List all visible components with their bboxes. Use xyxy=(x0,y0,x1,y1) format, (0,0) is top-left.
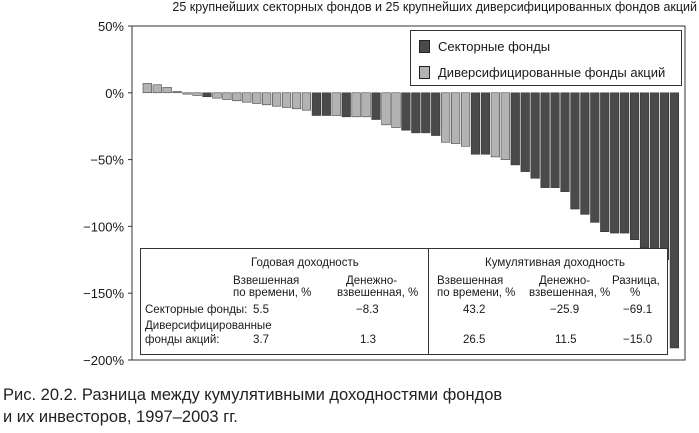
bar xyxy=(471,93,480,154)
legend-label-sector: Секторные фонды xyxy=(438,38,551,54)
legend xyxy=(410,30,682,86)
y-tick-label: 0% xyxy=(105,85,124,101)
bar xyxy=(153,85,162,93)
bar xyxy=(551,93,560,188)
bar xyxy=(581,93,590,215)
bar xyxy=(362,93,371,117)
bar xyxy=(501,93,510,160)
bar xyxy=(531,93,540,179)
row-label-diversified-1: Диверсифицированные xyxy=(145,320,272,332)
bar xyxy=(223,93,232,100)
table-divider xyxy=(428,249,429,354)
diversified-annual-money: 1.3 xyxy=(360,334,376,346)
bar xyxy=(610,93,619,233)
annual-money-weighted-header-1: Денежно- xyxy=(346,275,398,287)
bar xyxy=(441,93,450,142)
bar xyxy=(491,93,500,157)
annual-header: Годовая доходность xyxy=(251,257,359,269)
caption-line-1: Рис. 20.2. Разница между кумулятивными доходностями фондов xyxy=(3,386,503,404)
bar xyxy=(312,93,321,116)
cumulative-header: Кумулятивная доходность xyxy=(485,257,625,269)
bar xyxy=(451,93,460,144)
bar xyxy=(670,93,679,348)
bar xyxy=(382,93,391,125)
bar xyxy=(352,93,361,117)
bar xyxy=(630,93,639,240)
bar xyxy=(571,93,580,209)
bar xyxy=(412,93,421,133)
bar xyxy=(541,93,550,188)
chart-title: 25 крупнейших секторных фондов и 25 крупнейших диверсифицированных фондов акций xyxy=(172,0,697,14)
legend-item-diversified xyxy=(419,63,665,81)
diversified-cum-money: 11.5 xyxy=(555,334,577,346)
bar xyxy=(591,93,600,223)
annual-time-weighted-header-2: по времени, % xyxy=(233,287,312,299)
bar xyxy=(233,93,242,101)
bar xyxy=(561,93,570,192)
bar xyxy=(481,93,490,154)
bar xyxy=(402,93,411,130)
figure-caption xyxy=(3,384,693,428)
y-tick-label: −50% xyxy=(90,152,124,168)
bar xyxy=(322,93,331,116)
bar xyxy=(392,93,401,128)
legend-swatch-sector xyxy=(419,40,430,53)
bar xyxy=(173,91,182,92)
sector-diff: −69.1 xyxy=(623,304,653,316)
bar xyxy=(143,83,152,92)
bar xyxy=(183,93,192,94)
diversified-diff: −15.0 xyxy=(623,334,653,346)
bar xyxy=(282,93,291,108)
sector-cum-money: −25.9 xyxy=(550,304,580,316)
annual-money-weighted-header-2: взвешенная, % xyxy=(337,287,419,299)
bar xyxy=(431,93,440,136)
cum-money-weighted-header-1: Денежно- xyxy=(539,275,591,287)
bar xyxy=(650,93,659,253)
bar xyxy=(332,93,341,116)
legend-label-diversified: Диверсифицированные фонды акций xyxy=(438,64,666,80)
bar xyxy=(372,93,381,120)
y-tick-label: −200% xyxy=(83,353,124,368)
sector-annual-time: 5.5 xyxy=(253,304,269,316)
cum-time-weighted-header-2: по времени, % xyxy=(437,287,516,299)
y-axis xyxy=(83,19,132,368)
sector-annual-money: −8.3 xyxy=(356,304,379,316)
sector-cum-time: 43.2 xyxy=(463,304,486,316)
caption-line-2: и их инвесторов, 1997–2003 гг. xyxy=(3,408,238,426)
returns-table xyxy=(140,248,668,355)
bar xyxy=(193,93,202,96)
diff-header-1: Разница, xyxy=(612,275,660,287)
bar xyxy=(511,93,520,165)
bar xyxy=(163,87,172,92)
bar xyxy=(461,93,470,146)
bar xyxy=(203,93,212,97)
bar xyxy=(660,93,669,260)
bar xyxy=(620,93,629,233)
bar xyxy=(521,93,530,172)
cum-money-weighted-header-2: взвешенная, % xyxy=(529,287,611,299)
row-label-sector: Секторные фонды: xyxy=(145,304,248,316)
y-tick-label: −100% xyxy=(83,219,124,235)
y-tick-label: 50% xyxy=(97,19,124,34)
bar xyxy=(421,93,430,133)
legend-swatch-diversified xyxy=(419,66,430,79)
diversified-cum-time: 26.5 xyxy=(463,334,486,346)
bar xyxy=(242,93,251,102)
bar xyxy=(640,93,649,248)
annual-time-weighted-header-1: Взвешенная xyxy=(233,275,300,287)
diversified-annual-time: 3.7 xyxy=(253,334,269,346)
bar xyxy=(272,93,281,106)
bar xyxy=(292,93,301,109)
y-tick-label: −150% xyxy=(83,286,124,302)
bar xyxy=(600,93,609,232)
cum-time-weighted-header-1: Взвешенная xyxy=(437,275,504,287)
bar xyxy=(252,93,261,104)
diff-header-2: % xyxy=(630,287,641,299)
bar xyxy=(213,93,222,98)
bar xyxy=(262,93,271,105)
row-label-diversified-2: фонды акций: xyxy=(145,334,220,346)
bar xyxy=(342,93,351,117)
legend-item-sector xyxy=(419,37,550,55)
bar xyxy=(302,93,311,110)
